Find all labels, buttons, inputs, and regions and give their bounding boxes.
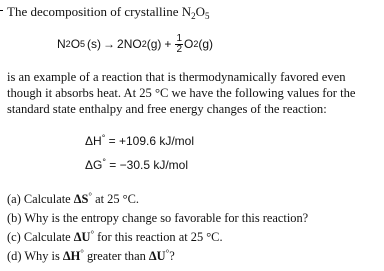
- paragraph-line-1: is an example of a reaction that is thermodynamically favored even: [7, 70, 346, 84]
- plus-sign: +: [164, 37, 172, 51]
- enthalpy-value: [85, 134, 194, 148]
- question-b: (b) Why is the entropy change so favorable for this reaction?: [7, 211, 309, 225]
- question-a-prefix: (a) Calculate: [7, 192, 74, 206]
- half-fraction: [175, 34, 183, 55]
- question-c-prefix: (c) Calculate: [7, 230, 74, 244]
- question-d-degree-1: °: [80, 248, 84, 258]
- question-a-degree: °: [88, 191, 93, 201]
- question-c-symbol: ΔU: [73, 230, 91, 244]
- reactant-o: O: [70, 37, 81, 51]
- enthalpy-number: = +109.6 kJ/mol: [105, 134, 195, 148]
- enthalpy-degree: °: [101, 133, 106, 143]
- reactant-n: N: [57, 37, 66, 51]
- question-a-suffix: at 25 °C.: [92, 192, 139, 206]
- intro-text: The decomposition of crystalline N: [7, 4, 192, 19]
- question-d-symbol-1: ΔH: [62, 249, 81, 263]
- intro-o-subscript: 5: [205, 11, 210, 21]
- free-energy-value: [85, 158, 188, 172]
- question-d: [7, 248, 175, 264]
- product-no2: 2NO: [117, 37, 142, 51]
- intro-o: O: [195, 4, 206, 19]
- free-energy-degree: °: [102, 157, 106, 167]
- question-d-suffix: ?: [169, 249, 175, 263]
- question-d-middle: greater than: [83, 249, 149, 263]
- question-c-degree: °: [90, 229, 95, 239]
- question-d-prefix: (d) Why is: [7, 249, 63, 263]
- free-energy-symbol: ΔG: [85, 158, 103, 172]
- question-a-symbol: ΔS: [73, 192, 89, 206]
- left-edge-mark: [0, 10, 3, 11]
- question-c-suffix: for this reaction at 25 °C.: [94, 230, 223, 244]
- reactant-state: (s): [87, 37, 102, 51]
- question-c: [7, 229, 223, 245]
- product-no2-state: (g): [146, 37, 162, 51]
- reaction-arrow: →: [103, 37, 116, 51]
- reaction-equation: N 2 O 5 (s) → 2NO 2 (g) + $\frac{1}{2}$ O 2 (g): [57, 32, 214, 55]
- intro-n-subscript: 2: [191, 11, 196, 21]
- free-energy-number: = −30.5 kJ/mol: [105, 158, 189, 172]
- enthalpy-symbol: ΔH: [85, 134, 102, 148]
- paragraph-line-2: though it absorbs heat. At 25 °C we have the following values for the: [7, 86, 356, 100]
- fraction-denominator: 2: [176, 43, 182, 55]
- paragraph-line-3: standard state enthalpy and free energy changes of the reaction:: [7, 102, 327, 116]
- question-d-symbol-2: ΔU: [148, 249, 166, 263]
- intro-line: [7, 3, 210, 20]
- product-o2: O: [184, 37, 194, 51]
- question-a: [7, 191, 139, 207]
- product-o2-state: (g): [198, 37, 214, 51]
- question-d-degree-2: °: [165, 248, 170, 258]
- fraction-numerator: 1: [176, 32, 182, 44]
